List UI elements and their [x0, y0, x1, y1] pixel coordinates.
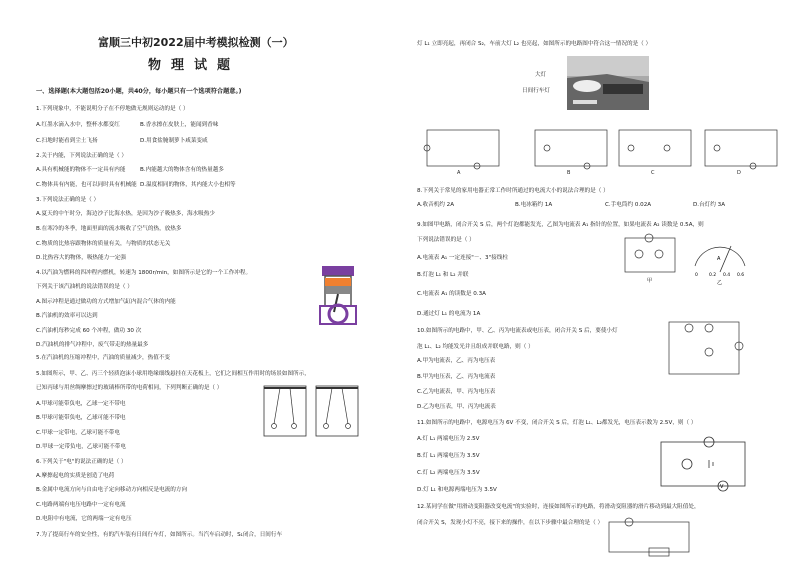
question-line: 3.下列说法正确的是（ ） [36, 197, 100, 203]
meter-tick-1: 0.2 [709, 273, 717, 278]
question-line: C.扫地时能看到尘土飞扬 [36, 138, 98, 144]
question-line: 9.如图甲电路，闭合开关 S 后，两个灯泡都能发光，乙图为电流表 A₁ 指针的位置，如果电流表 A₂ 读数是 0.5A，则 [417, 222, 704, 228]
question-line: A.电流表 A₁ 一定连接"－、3"接线柱 [417, 255, 508, 261]
meter-tick-0: 0 [695, 273, 698, 278]
meter-unit: A [717, 256, 721, 262]
question-line: B.在寒冷的冬季，地面里面的流水吸收了空气的热，放热多 [36, 226, 182, 232]
ammeter-dial-figure [689, 236, 751, 286]
question-line: D.比热容大的物体，吸热能力一定强 [36, 255, 126, 261]
question-line: A.夏天的中午时分，海边沙子比海水热，是因为沙子吸热多，海水吸热少 [36, 211, 215, 217]
question-line: A.甲球可能带负电，乙球一定不带电 [36, 401, 126, 407]
question-line: 1.下列现象中，不能说明分子在不停地做无规则运动的是（ ） [36, 106, 189, 112]
q9-circuit-figure [619, 232, 681, 284]
question-line: B.香水擦在皮肤上，能闻到香味 [140, 122, 219, 128]
question-line: 泡 L₁、L₂ 均能发光并且组成并联电路，则（ ） [417, 344, 534, 350]
question-line: 6.下列关于"电"的说法正确的是（ ） [36, 459, 127, 465]
jia-label: 甲 [647, 278, 653, 284]
exam-title: 富顺三中初2022届中考模拟检测（一） [98, 36, 294, 49]
option-d-label: D [737, 170, 741, 176]
question-line: B.灯泡 L₁ 和 L₂ 并联 [417, 272, 469, 278]
question-line: D.汽油机的排气冲程中，废气带走的热量最多 [36, 342, 149, 348]
question-line: 2.关于内能，下列说法正确的是（ ） [36, 153, 128, 159]
option-a-label: A [457, 170, 461, 176]
question-line: D.甲球一定带负电，乙球可能不带电 [36, 444, 126, 450]
right-column [397, 0, 794, 562]
q8-option-b: B.电冰箱约 1A [515, 202, 553, 208]
question-line: C.物体具有内能，也可以同时具有机械能 [36, 182, 137, 188]
q8-option-c: C.手电筒约 0.02A [605, 202, 652, 208]
question-line: B.甲球可能带负电，乙球可能不带电 [36, 415, 126, 421]
question-line: 5.如图所示，甲、乙、丙三个轻质泡沫小球用绝缘细线悬挂在天花板上，它们之间相互作用时的场景如图所示， [36, 371, 310, 377]
question-line: 11.如图所示的电路中，电源电压为 6V 不变，闭合开关 S 后，灯泡 L₁、L₂都发光，电压表示数为 2.5V，则（ ） [417, 420, 697, 426]
q7-circuit-options [417, 124, 787, 176]
q8-option-d: D.台灯约 3A [693, 202, 726, 208]
engine-cylinder-figure [316, 264, 360, 326]
question-line: A.红墨水滴入水中，整杯水都变红 [36, 122, 120, 128]
question-line: D.通过灯 L₁ 的电流为 1A [417, 311, 481, 317]
question-line: 闭合开关 S，发现小灯不亮，接下来的操作，在以下步骤中最合理的是（ ） [417, 520, 604, 526]
subject-title: 物理试题 [148, 58, 241, 73]
question-line: 灯 L₁ 立即亮起，再闭合 S₂，车前大灯 L₂ 也亮起，如图所示的电路图中符合这一情况的是（ ） [417, 41, 652, 47]
question-line: C.乙为电流表，甲、丙为电压表 [417, 389, 496, 395]
question-line: B.汽油机的效率可以达到 [36, 313, 98, 319]
question-line: A.具有机械能的物体不一定具有内能 [36, 167, 126, 173]
question-line: 5.在汽油机的压缩冲程中，汽油的质量减少，热值不变 [36, 355, 170, 361]
question-line: D.电阻中有电流，它的两端一定有电压 [36, 516, 132, 522]
meter-tick-2: 0.4 [723, 273, 731, 278]
option-b-label: B [567, 170, 571, 176]
question-line: A.灯 L₁ 两端电压为 2.5V [417, 436, 480, 442]
question-line: 4.以汽油为燃料的四冲程内燃机，转速为 1800r/min，如图所示是它的一个工作冲程。 [36, 270, 252, 276]
question-line: D.灯 L₁ 和电源两端电压为 3.5V [417, 487, 497, 493]
question-line: C.电流表 A₁ 的读数是 0.3A [417, 291, 486, 297]
question-line: B.金属中电流方向与自由电子定向移动方向相反是电流的方向 [36, 487, 188, 493]
question-line: 下列关于该汽油机的说法错误的是（ ） [36, 284, 133, 290]
q10-circuit-figure [659, 312, 749, 382]
question-line: C.汽油机每秒完成 60 个冲程，做功 30 次 [36, 328, 142, 334]
question-line: C.物质的比热容跟物体的质量有关，与物质的状态无关 [36, 241, 171, 247]
question-line: 12.某同学在做"用滑动变阻器改变电流"的实验时，连接如图所示的电路，将滑动变阻器的滑片移动到最大阻值处， [417, 504, 700, 510]
question-line: B.甲为电压表，乙、丙为电流表 [417, 374, 496, 380]
question-line: D.乙为电压表，甲、丙为电流表 [417, 404, 496, 410]
option-c-label: C [651, 170, 655, 176]
question-line: B.灯 L₁ 两端电压为 3.5V [417, 453, 480, 459]
question-line: D.温度相同的物体，其内能大小也相等 [140, 182, 236, 188]
question-line: A.图示冲程是通过做功的方式增加气缸内混合气体的内能 [36, 299, 176, 305]
q8-option-a: A.收音机约 2A [417, 202, 455, 208]
question-line: C.甲球一定带电，乙球可能不带电 [36, 430, 120, 436]
question-line: C.灯 L₂ 两端电压为 3.5V [417, 470, 480, 476]
daylight-label: 日间行车灯 [522, 88, 550, 94]
question-line: 已知丙球与用丝绸摩擦过的玻璃棒所带的电荷相同，下列判断正确的是（ ） [36, 385, 223, 391]
section-heading: 一、选择题(本大题包括20小题，共40分，每小题只有一个选项符合题意。) [36, 88, 242, 95]
question-line: 10.如图所示的电路中，甲、乙、丙为电流表或电压表，闭合开关 S 后，要使小灯 [417, 328, 618, 334]
yi-label: 乙 [717, 280, 723, 286]
question-line: A.甲为电流表，乙、丙为电压表 [417, 358, 496, 364]
q11-circuit-figure [653, 432, 753, 494]
meter-tick-3: 0.6 [737, 273, 745, 278]
question-line: 7.为了提高行车的安全性，有的汽车装有日间行车灯，如图所示。当汽车启动时，S₁闭合，日间行车 [36, 532, 283, 538]
question-line: C.电路两端有电压电路中一定有电流 [36, 502, 126, 508]
question-line: 下列说法错误的是（ ） [417, 237, 475, 243]
question-line: 8.下列关于常见的家用电器正常工作时所通过的电流大小的说法合理的是（ ） [417, 188, 609, 194]
car-headlight-photo [567, 56, 649, 110]
question-line: D.用食盐腌制萝卜咸菜变咸 [140, 138, 208, 144]
headlight-label: 大灯 [535, 72, 547, 78]
voltmeter-label: V [720, 484, 724, 490]
charged-balls-figure [262, 384, 362, 440]
question-line: B.内能越大的物体含有的热量越多 [140, 167, 224, 173]
q12-circuit-figure [599, 514, 699, 558]
question-line: A.摩擦起电的实质是创造了电荷 [36, 473, 115, 479]
